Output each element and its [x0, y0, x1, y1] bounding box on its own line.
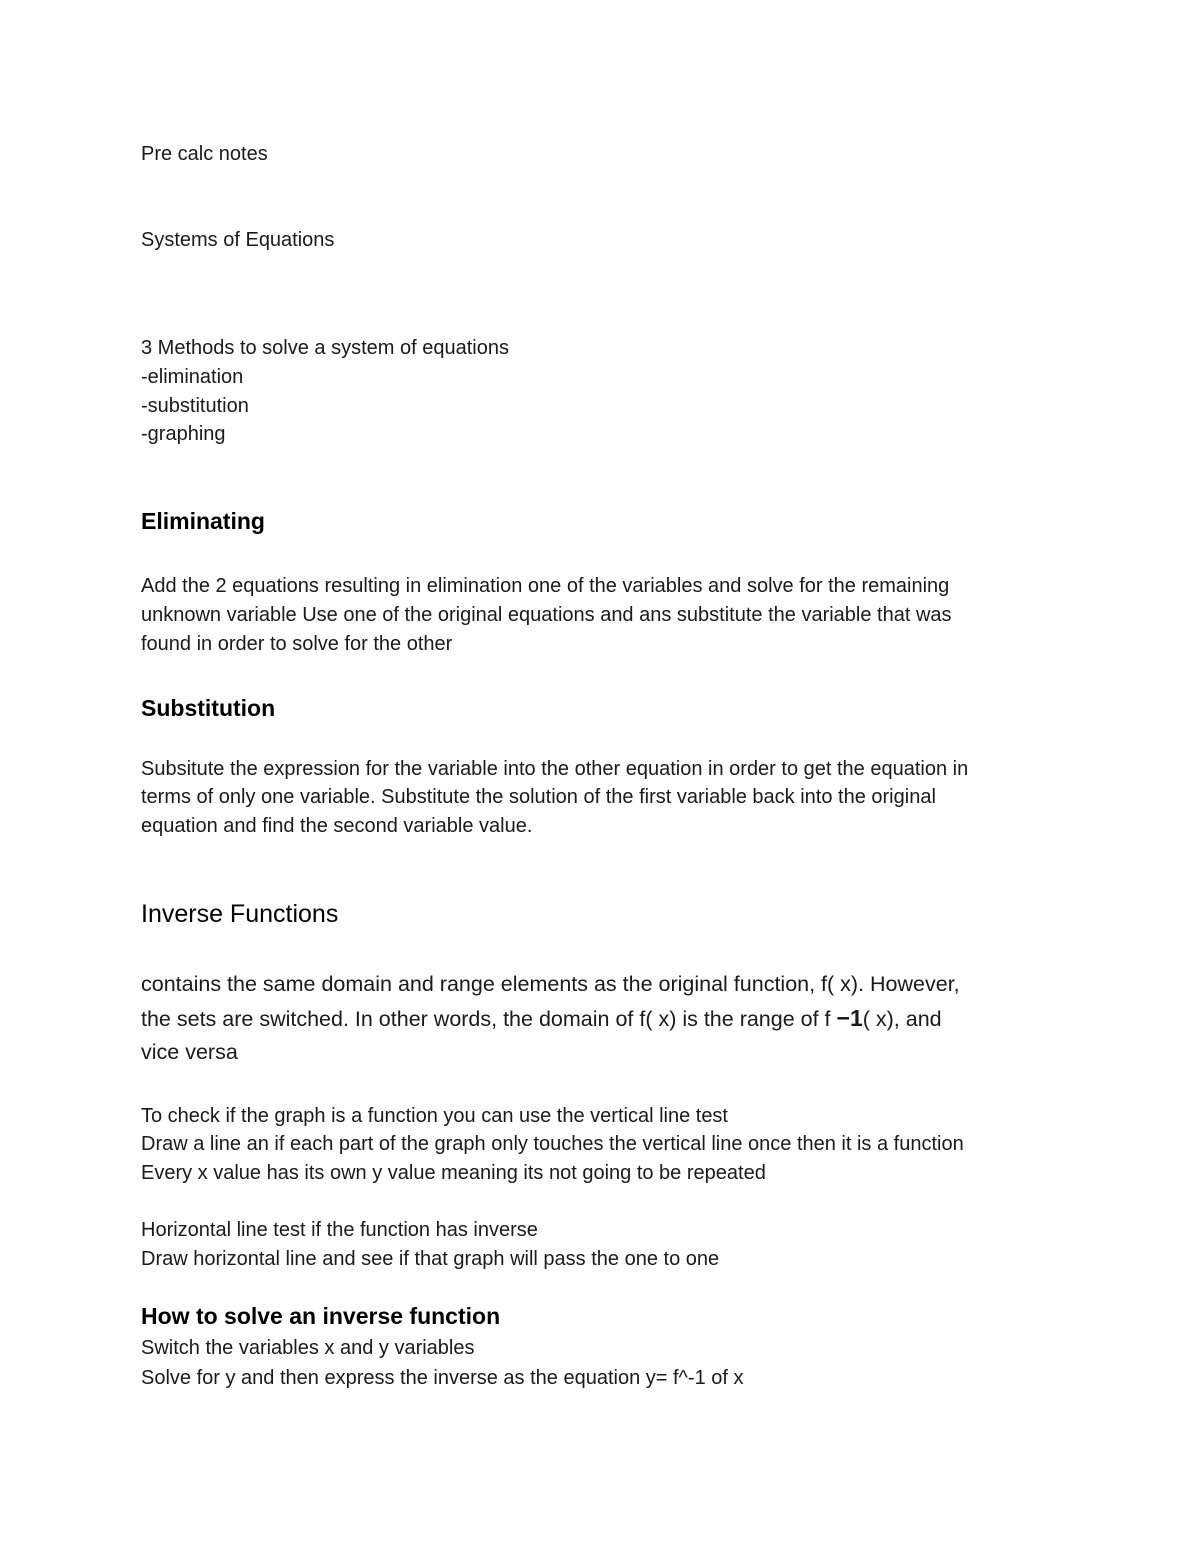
inverse-line	[141, 1005, 942, 1032]
inverse-line-text: ( x), and	[862, 1007, 942, 1031]
heading-inverse-functions: Inverse Functions	[141, 900, 339, 928]
vertical-test-line: Draw a line an if each part of the graph only touches the vertical line once then it is a function	[141, 1133, 964, 1155]
vertical-test-line: Every x value has its own y value meaning its not going to be repeated	[141, 1162, 766, 1184]
methods-intro: 3 Methods to solve a system of equations	[141, 337, 509, 359]
substitution-line: terms of only one variable. Substitute the solution of the first variable back into the original	[141, 786, 936, 808]
method-item: -substitution	[141, 395, 249, 417]
horizontal-test-line: Horizontal line test if the function has inverse	[141, 1219, 538, 1241]
method-item: -elimination	[141, 366, 244, 388]
document-title: Pre calc notes	[141, 143, 268, 165]
heading-substitution: Substitution	[141, 695, 276, 721]
heading-eliminating: Eliminating	[141, 508, 265, 534]
inverse-line: vice versa	[141, 1040, 238, 1064]
substitution-line: equation and find the second variable value.	[141, 815, 533, 837]
eliminating-line: unknown variable Use one of the original equations and ans substitute the variable that was	[141, 604, 952, 626]
inverse-line: contains the same domain and range elements as the original function, f( x). However,	[141, 972, 960, 996]
heading-solve-inverse: How to solve an inverse function	[141, 1303, 501, 1329]
section-heading-systems: Systems of Equations	[141, 229, 335, 251]
method-item: -graphing	[141, 423, 226, 445]
substitution-line: Subsitute the expression for the variable into the other equation in order to get the equation in	[141, 758, 969, 780]
inverse-line-text: the sets are switched. In other words, the domain of f( x) is the range of f	[141, 1007, 837, 1031]
horizontal-test-line: Draw horizontal line and see if that graph will pass the one to one	[141, 1248, 720, 1270]
vertical-test-line: To check if the graph is a function you can use the vertical line test	[141, 1105, 728, 1127]
eliminating-line: Add the 2 equations resulting in elimination one of the variables and solve for the remaining	[141, 575, 950, 597]
eliminating-line: found in order to solve for the other	[141, 633, 453, 655]
solve-inverse-line: Switch the variables x and y variables	[141, 1337, 475, 1359]
solve-inverse-line: Solve for y and then express the inverse as the equation y= f^-1 of x	[141, 1367, 744, 1389]
inverse-superscript: −1	[836, 1005, 863, 1031]
